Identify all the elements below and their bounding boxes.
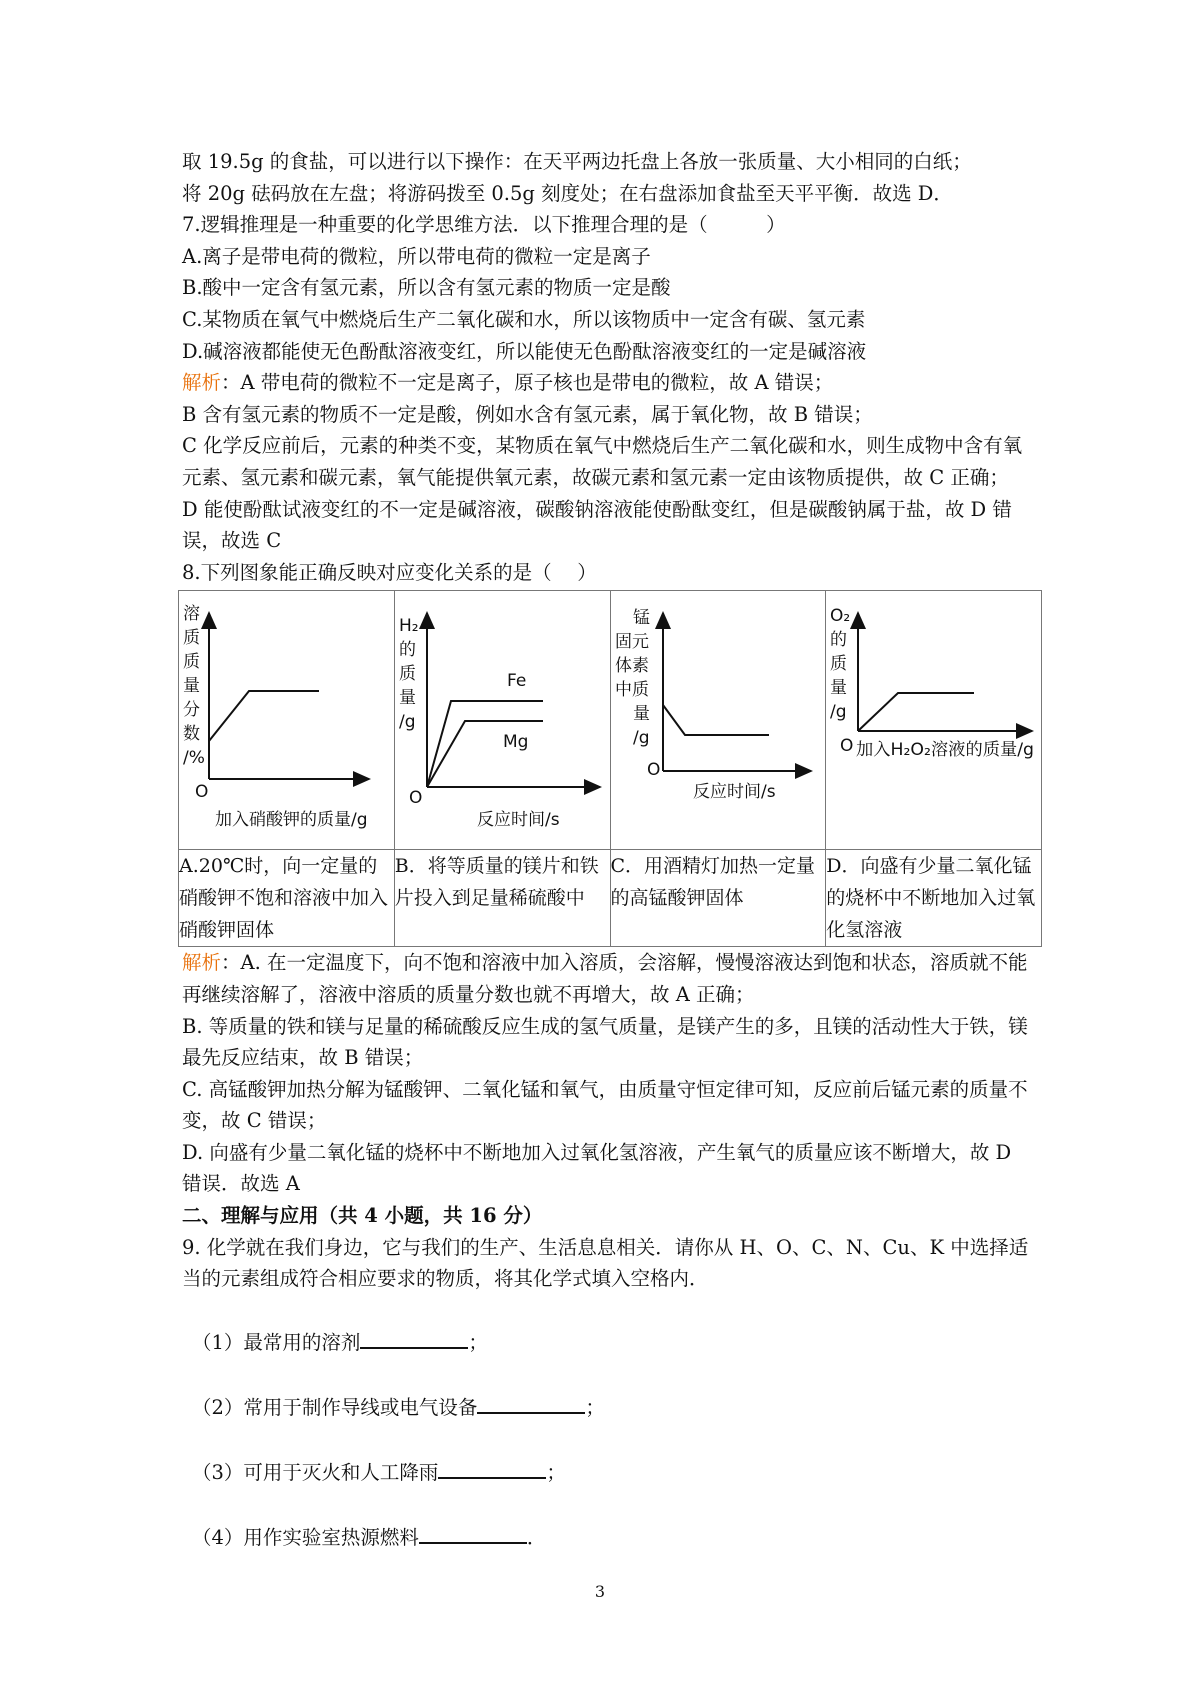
- graph-c-ylabel-6: /g: [632, 728, 650, 749]
- graph-a-xlabel: 加入硝酸钾的质量/g: [215, 810, 368, 831]
- q7-option-d: D.碱溶液都能使无色酚酞溶液变红，所以能使无色酚酞溶液变红的一定是碱溶液: [182, 339, 867, 363]
- graph-a-ylabel-5: 分: [183, 700, 200, 721]
- q9-blank-3[interactable]: [438, 1453, 546, 1479]
- analysis-label: 解析: [182, 371, 222, 395]
- q9-blank-4[interactable]: [419, 1518, 527, 1544]
- graph-d-description: D．向盛有少量二氧化锰的烧杯中不断地加入过氧化氢溶液: [826, 850, 1042, 947]
- graph-b-ylabel-1: H₂: [398, 616, 419, 637]
- graph-a-ylabel-7: /%: [183, 748, 205, 769]
- graph-b-ylabel-5: /g: [398, 712, 416, 733]
- q9-item-1: （1）最常用的溶剂 ；: [192, 1323, 1032, 1360]
- graph-a-origin: O: [195, 782, 209, 803]
- graph-d-xlabel: 加入H₂O₂溶液的质量/g: [856, 740, 1035, 761]
- q8-analysis-1: 解析：A. 在一定温度下，向不饱和溶液中加入溶质，会溶解，慢慢溶液达到饱和状态，溶质就不能再继续溶解了，溶液中溶质的质量分数也就不再增大，故 A 正确；: [182, 951, 1028, 1006]
- graph-d-ylabel-3: 质: [830, 654, 848, 675]
- q9-item-4: （4）用作实验室热源燃料 ．: [192, 1518, 1032, 1555]
- graph-c-xlabel: 反应时间/s: [692, 782, 776, 803]
- graph-b-description: B．将等质量的镁片和铁片投入到足量稀硫酸中: [394, 850, 610, 947]
- graph-b-fe-label: Fe: [506, 671, 527, 692]
- analysis-label: 解析: [182, 951, 222, 975]
- graph-a-cell: [179, 591, 395, 850]
- graph-b-ylabel-2: 的: [398, 640, 416, 661]
- previous-answer-line-1: 取 19.5g 的食盐，可以进行以下操作：在天平两边托盘上各放一张质量、大小相同的白纸；: [182, 150, 972, 173]
- graph-d-ylabel-5: /g: [830, 702, 847, 723]
- graph-b-cell: [394, 591, 610, 850]
- graph-a-ylabel-1: 溶: [183, 604, 200, 625]
- graph-b-ylabel-4: 量: [398, 688, 416, 709]
- q7-option-c: C.某物质在氧气中燃烧后生产二氧化碳和水，所以该物质中一定含有碳、氢元素: [182, 307, 866, 331]
- graph-c-origin: O: [646, 760, 660, 781]
- graph-c: [611, 591, 825, 849]
- graph-b-mg-curve: [427, 721, 543, 787]
- q8-analysis-4: D. 向盛有少量二氧化锰的烧杯中不断地加入过氧化氢溶液，产生氧气的质量应该不断增大，故 D 错误．故选 A: [182, 1140, 1012, 1196]
- graph-d-ylabel-4: 量: [830, 678, 848, 699]
- q7-option-b: B.酸中一定含有氢元素，所以含有氢元素的物质一定是酸: [182, 276, 671, 300]
- q7-analysis-1: 解析：A 带电荷的微粒不一定是离子，原子核也是带电的微粒，故 A 错误；: [182, 371, 834, 395]
- graph-a-description: A.20℃时，向一定量的硝酸钾不饱和溶液中加入硝酸钾固体: [179, 850, 395, 947]
- q8-analysis-2: B. 等质量的铁和镁与足量的稀硫酸反应生成的氢气质量，是镁产生的多，且镁的活动性大于铁，镁最先反应结束，故 B 错误；: [182, 1014, 1028, 1070]
- graph-c-ylabel-2: 固元: [614, 632, 649, 653]
- graph-c-ylabel-3: 体素: [614, 656, 649, 677]
- graph-b: [395, 591, 609, 849]
- graph-d-ylabel-1: O₂: [830, 606, 851, 627]
- graph-c-curve: [663, 705, 769, 735]
- question-8: 8.下列图象能正确反映对应变化关系的是（ ）: [182, 560, 597, 584]
- graph-b-mg-label: Mg: [502, 732, 529, 753]
- q9-item-2: （2）常用于制作导线或电气设备 ；: [192, 1388, 1032, 1425]
- question-7: 7.逻辑推理是一种重要的化学思维方法．以下推理合理的是（ ）: [182, 213, 786, 237]
- graph-b-origin: O: [408, 788, 423, 809]
- graph-a-ylabel-3: 质: [183, 652, 200, 673]
- q7-analysis-4: D 能使酚酞试液变红的不一定是碱溶液，碳酸钠溶液能使酚酞变红，但是碳酸钠属于盐，故 D 错误，故选 C: [182, 497, 1012, 553]
- graph-a-ylabel-4: 量: [183, 676, 200, 697]
- graph-c-ylabel-4: 中质: [614, 680, 649, 701]
- q7-option-a: A.离子是带电荷的微粒，所以带电荷的微粒一定是离子: [182, 244, 651, 268]
- graph-d-ylabel-2: 的: [830, 630, 848, 651]
- graph-a-curve: [209, 691, 319, 741]
- graph-d-cell: [826, 591, 1042, 850]
- graph-a: [179, 591, 379, 849]
- graph-a-ylabel-2: 质: [183, 628, 200, 649]
- q8-analysis-3: C. 高锰酸钾加热分解为锰酸钾、二氧化锰和氧气，由质量守恒定律可知，反应前后锰元素的质量不变，故 C 错误；: [182, 1077, 1028, 1133]
- page-number: 3: [594, 1582, 606, 1601]
- section-2-heading: 二、理解与应用（共 4 小题，共 16 分）: [182, 1204, 543, 1228]
- question-9: 9. 化学就在我们身边，它与我们的生产、生活息息相关．请你从 H、O、C、N、Cu、K 中选择适当的元素组成符合相应要求的物质，将其化学式填入空格内．: [182, 1235, 1029, 1291]
- q7-analysis-2: B 含有氢元素的物质不一定是酸，例如水含有氢元素，属于氧化物，故 B 错误；: [182, 402, 873, 426]
- graph-c-ylabel-1: 锰: [632, 608, 650, 629]
- q9-item-3: （3）可用于灭火和人工降雨 ；: [192, 1453, 1032, 1490]
- q9-blank-2[interactable]: [477, 1388, 585, 1414]
- graph-c-cell: [610, 591, 826, 850]
- q8-graph-table: [178, 590, 1042, 947]
- graph-b-ylabel-3: 质: [398, 664, 416, 685]
- previous-answer-line-2: 将 20g 砝码放在左盘；将游码拨至 0.5g 刻度处；在右盘添加食盐至天平平衡．故选 D．: [182, 181, 953, 205]
- graph-b-xlabel: 反应时间/s: [476, 810, 560, 831]
- document-page: [179, 146, 1036, 1555]
- graph-d: [826, 591, 1040, 849]
- graph-c-description: C．用酒精灯加热一定量的高锰酸钾固体: [610, 850, 826, 947]
- graph-d-curve: [858, 693, 974, 731]
- graph-d-origin: O: [840, 736, 854, 757]
- graph-c-ylabel-5: 量: [632, 704, 650, 725]
- q9-blank-1[interactable]: [360, 1323, 468, 1349]
- q7-analysis-3: C 化学反应前后，元素的种类不变，某物质在氧气中燃烧后生产二氧化碳和水，则生成物中含有氧元素、氢元素和碳元素，氧气能提供氧元素，故碳元素和氢元素一定由该物质提供，故 C 正确；: [182, 434, 1023, 489]
- graph-a-ylabel-6: 数: [183, 724, 200, 745]
